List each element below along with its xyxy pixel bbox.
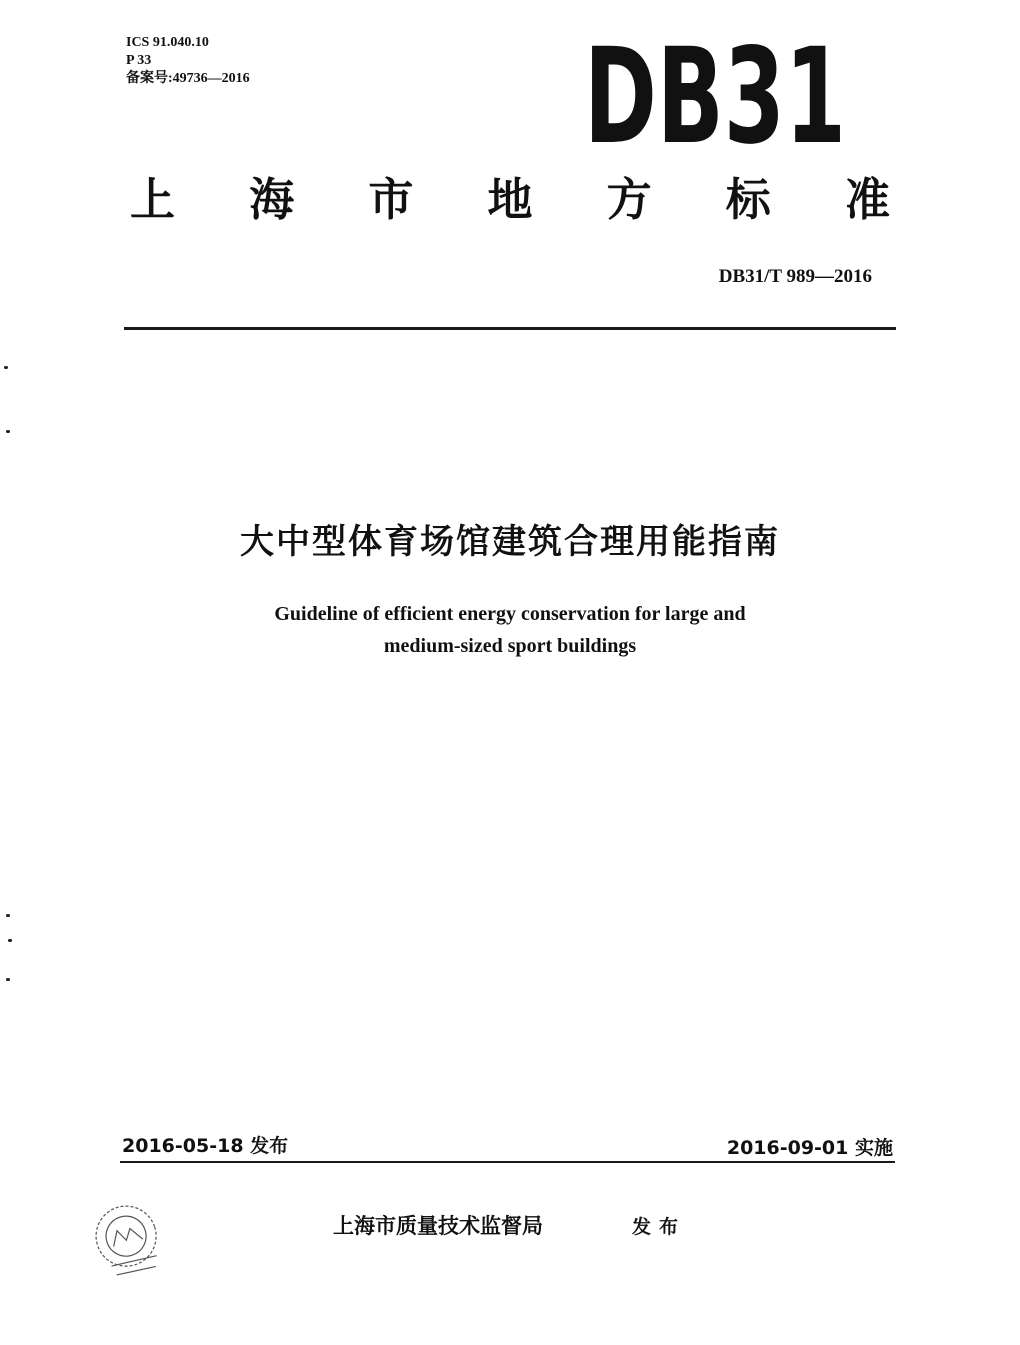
- issue-date: 2016-05-18 发布: [122, 1135, 289, 1157]
- scan-speck: [8, 939, 12, 942]
- library-stamp-icon: [86, 1190, 168, 1288]
- scan-speck: [6, 430, 10, 433]
- filing-number: 备案号:49736—2016: [126, 71, 250, 86]
- ics-code: ICS 91.040.10: [126, 35, 209, 50]
- db31-logo-text: DB31: [584, 20, 846, 174]
- scan-speck: [6, 978, 10, 981]
- standard-type-char: 市: [368, 173, 414, 226]
- db31-logo: [583, 20, 848, 174]
- standard-type-char: 标: [725, 173, 771, 226]
- standard-number: DB31/T 989—2016: [718, 266, 872, 287]
- issued-label: 发布: [632, 1216, 687, 1238]
- standard-type-char: 准: [844, 173, 890, 226]
- title-en-line-1: Guideline of efficient energy conservation for large and: [274, 603, 746, 625]
- implementation-date: 2016-09-01 实施: [726, 1137, 893, 1159]
- title-en-line-2: medium-sized sport buildings: [383, 635, 637, 657]
- document-title-cn: 大中型体育场馆建筑合理用能指南: [240, 522, 780, 562]
- standard-metadata: [126, 34, 250, 88]
- standard-type-char: 上: [130, 173, 176, 226]
- standard-type-heading: [130, 172, 890, 228]
- bottom-divider: [120, 1161, 895, 1163]
- standard-type-char: 地: [487, 173, 533, 226]
- scan-speck: [4, 366, 8, 369]
- issuing-authority: 上海市质量技术监督局: [333, 1214, 543, 1238]
- standard-type-char: 方: [606, 173, 652, 226]
- document-title-en: [0, 598, 1020, 662]
- scan-speck: [6, 914, 10, 917]
- classification-code: P 33: [126, 53, 152, 68]
- top-divider: [124, 327, 896, 330]
- standard-type-char: 海: [249, 173, 295, 226]
